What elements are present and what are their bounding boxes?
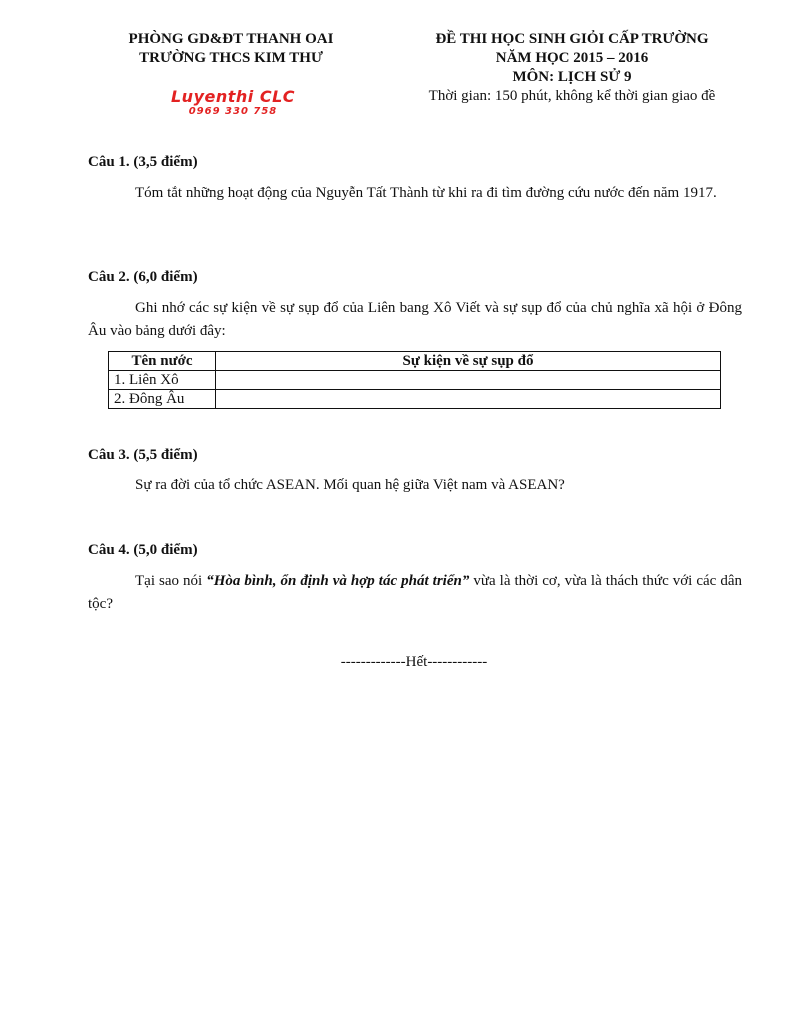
collapse-events-table — [108, 351, 721, 409]
logo-phone: 0969 330 758 — [188, 106, 278, 117]
table-cell-country: 2. Đông Âu — [109, 390, 216, 409]
question-1-body: Tóm tắt những hoạt động của Nguyễn Tất Thành từ khi ra đi tìm đường cứu nước đến năm 1917. — [135, 185, 717, 201]
exam-title: ĐỀ THI HỌC SINH GIỎI CẤP TRƯỜNG — [435, 31, 709, 47]
table-header-country: Tên nước — [109, 352, 216, 371]
question-2-body: Ghi nhớ các sự kiện về sự sụp đổ của Liên bang Xô Viết và sự sụp đổ của chủ nghĩa xã hội ở Đông Âu vào bảng dưới đây: — [88, 300, 742, 339]
exam-header — [392, 30, 752, 106]
logo-brand: Luyenthi CLC — [170, 87, 296, 106]
table-row — [109, 371, 721, 390]
question-4-title: Câu 4. (5,0 điểm) — [88, 542, 198, 558]
question-3-title: Câu 3. (5,5 điểm) — [88, 447, 198, 463]
table-cell-events — [216, 390, 721, 409]
question-1-title: Câu 1. (3,5 điểm) — [88, 154, 198, 170]
school-year: NĂM HỌC 2015 – 2016 — [495, 50, 649, 66]
question-4-suffix: vừa là thời cơ, vừa là thách thức với các dân tộc? — [88, 573, 742, 612]
school-header — [86, 30, 376, 68]
school-name: TRƯỜNG THCS KIM THƯ — [139, 50, 323, 66]
question-2-title: Câu 2. (6,0 điểm) — [88, 269, 198, 285]
table-header-row — [109, 352, 721, 371]
department-name: PHÒNG GD&ĐT THANH OAI — [128, 31, 334, 47]
question-4-prefix: Tại sao nói — [135, 573, 207, 589]
time-limit: Thời gian: 150 phút, không kể thời gian giao đề — [428, 88, 716, 104]
question-3-body: Sự ra đời của tổ chức ASEAN. Mối quan hệ giữa Việt nam và ASEAN? — [135, 477, 565, 493]
question-4-quote: “Hòa bình, ổn định và hợp tác phát triển” — [206, 573, 470, 589]
table-cell-country: 1. Liên Xô — [109, 371, 216, 390]
question-4-body — [88, 570, 742, 616]
subject: MÔN: LỊCH SỬ 9 — [512, 69, 632, 85]
end-marker: -------------Hết------------ — [340, 654, 488, 670]
watermark-logo — [158, 88, 308, 118]
table-row — [109, 390, 721, 409]
table-cell-events — [216, 371, 721, 390]
table-header-events: Sự kiện về sự sụp đổ — [216, 352, 721, 371]
